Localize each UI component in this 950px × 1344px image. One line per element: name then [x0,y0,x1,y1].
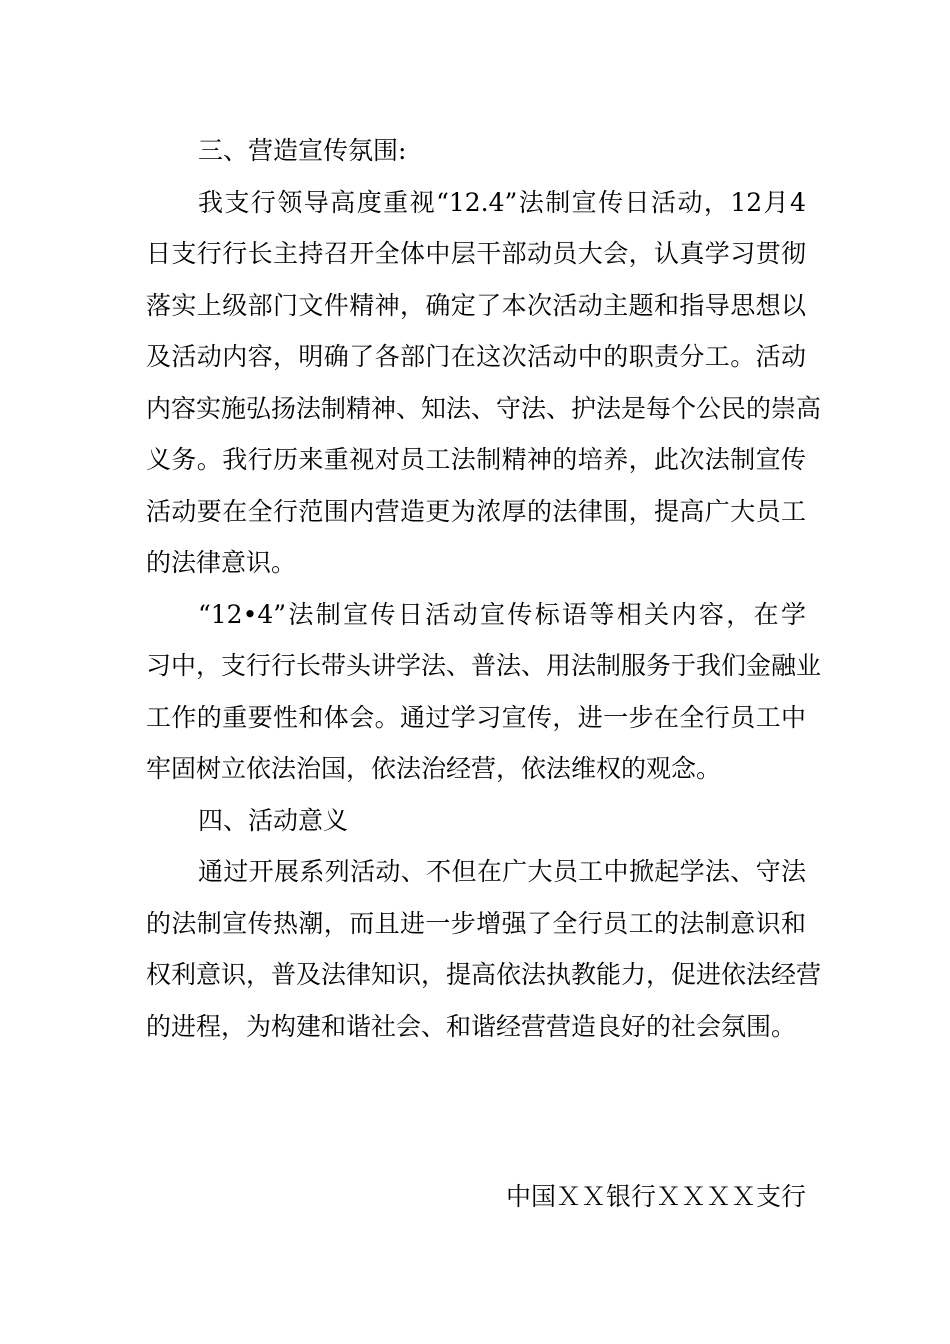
section-3-heading: 三、营造宣传氛围: [198,136,407,165]
paragraph-line: “12•4”法制宣传日活动宣传标语等相关内容，在学 [198,599,806,629]
paragraph-line: 的进程，为构建和谐社会、和谐经营营造良好的社会氛围。 [146,1011,797,1041]
paragraph-line: 的法律意识。 [146,548,297,577]
paragraph-line: 日支行行长主持召开全体中层干部动员大会，认真学习贯彻 [146,239,806,268]
paragraph-line: 牢固树立依法治国，依法治经营，依法维权的观念。 [146,754,722,783]
paragraph-line: 落实上级部门文件精神，确定了本次活动主题和指导思想以 [146,290,806,320]
paragraph-line: 义务。我行历来重视对员工法制精神的培养，此次法制宣传 [146,445,806,474]
paragraph-line: 工作的重要性和体会。通过学习宣传，进一步在全行员工中 [146,702,806,732]
section-3-paragraph-1 [146,177,822,589]
paragraph-line: 权利意识，普及法律知识，提高依法执教能力，促进依法经营 [146,960,822,989]
paragraph-line: 通过开展系列活动、不但在广大员工中掀起学法、守法 [198,857,806,886]
paragraph-line: 及活动内容，明确了各部门在这次活动中的职责分工。活动 [146,342,806,371]
paragraph-line: 内容实施弘扬法制精神、知法、守法、护法是每个公民的崇高 [146,393,822,423]
section-4-heading: 四、活动意义 [198,805,349,835]
paragraph-line: 习中，支行行长带头讲学法、普法、用法制服务于我们金融业 [146,651,822,680]
paragraph-line: 活动要在全行范围内营造更为浓厚的法律围，提高广大员工 [146,496,806,526]
signature-organization: 中国ＸＸ银行ＸＸＸＸ支行 [505,1182,806,1211]
section-3-paragraph-2 [146,589,822,795]
paragraph-line: 的法制宣传热潮，而且进一步增强了全行员工的法制意识和 [146,908,806,938]
section-4-paragraph-1 [146,846,822,1052]
document-body [146,125,822,1052]
paragraph-line: 我支行领导高度重视“12.4”法制宣传日活动，12月4 [198,187,806,217]
